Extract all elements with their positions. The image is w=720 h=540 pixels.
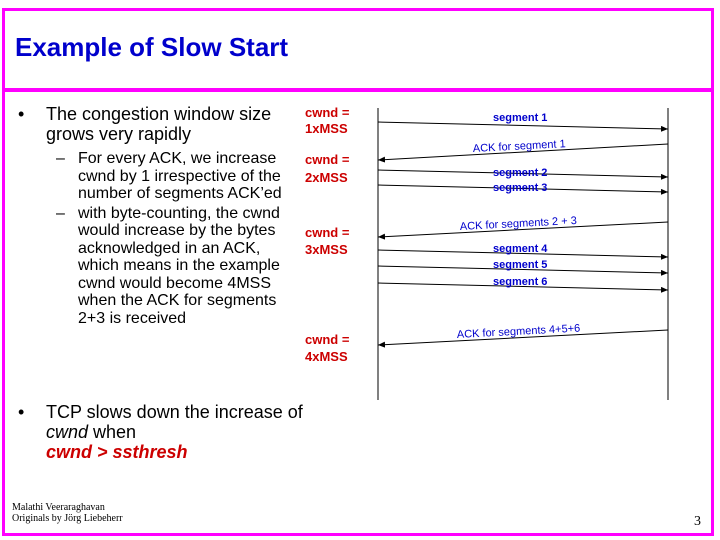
cwnd-label-2-line1: cwnd = <box>305 152 350 167</box>
label-segment-4: segment 4 <box>493 243 548 255</box>
page-number: 3 <box>694 514 701 529</box>
bullet-2-condition: cwnd > ssthresh <box>46 442 188 462</box>
label-ack-4-5-6: ACK for segments 4+5+6 <box>456 322 581 341</box>
bullet-1 <box>18 104 288 144</box>
slow-start-diagram <box>290 100 710 405</box>
cwnd-label-4-line2: 4xMSS <box>305 349 348 364</box>
title-area <box>5 10 709 86</box>
bullet-2-mid: when <box>88 422 137 442</box>
sub-bullet-1-text: For every ACK, we increase cwnd by 1 irrespective of the number of segments ACK’ed <box>78 150 282 202</box>
label-ack-2-3: ACK for segments 2 + 3 <box>459 214 578 233</box>
footer-credits <box>12 502 123 524</box>
label-segment-6: segment 6 <box>493 276 548 288</box>
cwnd-label-3-line2: 3xMSS <box>305 242 348 257</box>
label-segment-3: segment 3 <box>493 182 548 194</box>
cwnd-label-1-line1: cwnd = <box>305 105 350 120</box>
bullet-dot: • <box>18 104 25 124</box>
footer-originals: Originals by Jörg Liebeherr <box>12 513 123 524</box>
sub-bullet-1 <box>18 150 288 203</box>
arrow-labels <box>457 112 581 341</box>
label-segment-2: segment 2 <box>493 167 548 179</box>
footer-author: Malathi Veeraraghavan <box>12 502 105 513</box>
label-ack-1: ACK for segment 1 <box>472 138 566 155</box>
cwnd-label-3-line1: cwnd = <box>305 225 350 240</box>
bullet-1-text: The congestion window size grows very rapidly <box>46 104 272 144</box>
sub-bullet-2 <box>18 205 288 328</box>
bullet-dot: • <box>18 402 25 422</box>
arrow-lines <box>378 122 668 345</box>
bullet-2-prefix: TCP slows down the increase of <box>46 402 303 422</box>
cwnd-label-4-line1: cwnd = <box>305 332 350 347</box>
cwnd-label-2-line2: 2xMSS <box>305 170 348 185</box>
sub-bullet-2-text: with byte-counting, the cwnd would increase by the bytes acknowledged in an ACK, which means in the example cwnd would become 4MSS when the ACK for segments 2+3 is received <box>78 204 280 327</box>
cwnd-label-1-line2: 1xMSS <box>305 121 348 136</box>
title-divider <box>5 88 711 92</box>
dash-marker: – <box>56 204 65 222</box>
cwnd-labels <box>305 105 350 364</box>
bullet-2 <box>18 402 316 462</box>
bullet-list <box>18 104 288 327</box>
slide-title: Example of Slow Start <box>15 32 289 62</box>
dash-marker: – <box>56 150 65 167</box>
label-segment-1: segment 1 <box>493 112 548 124</box>
label-segment-5: segment 5 <box>493 259 548 271</box>
bullet-2-italic: cwnd <box>46 422 89 442</box>
